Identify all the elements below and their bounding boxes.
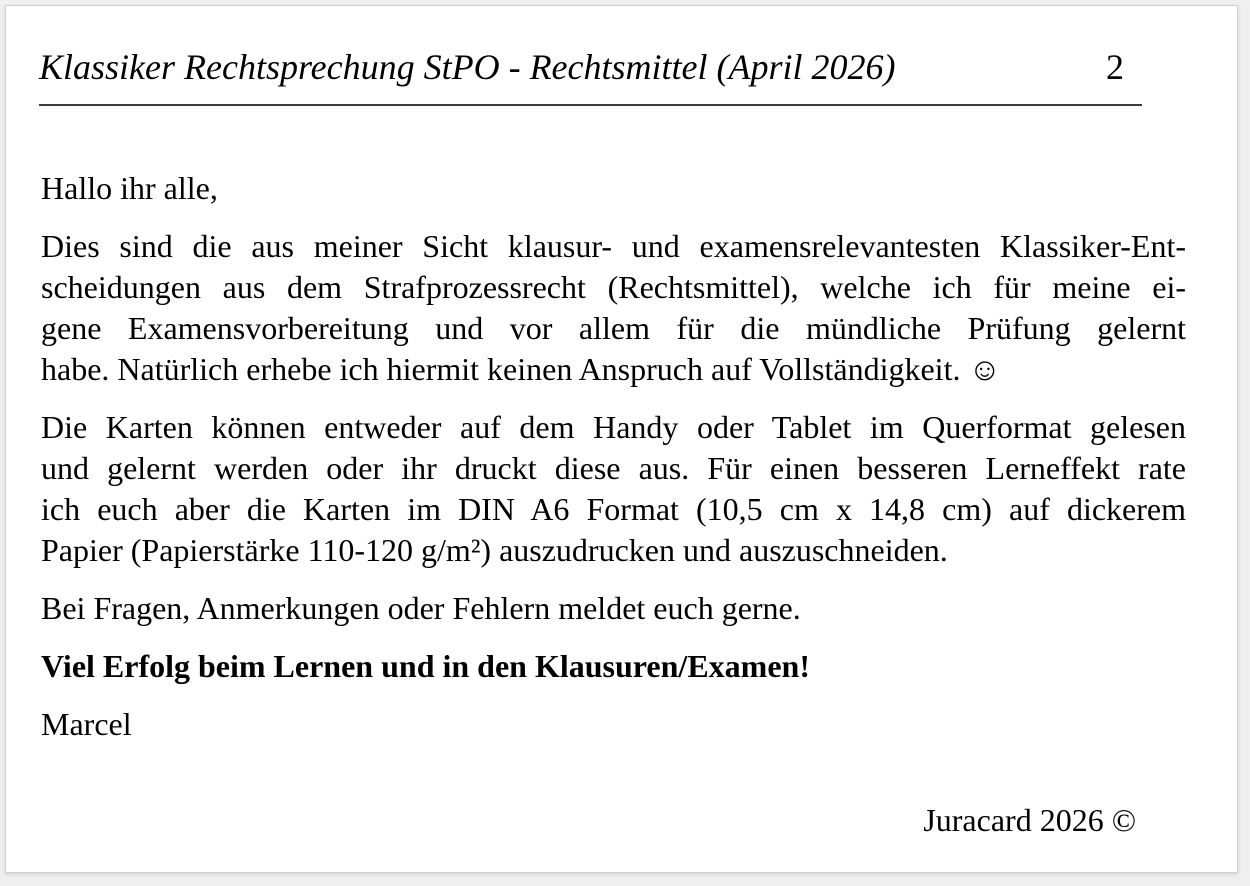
- header-rule: [39, 104, 1142, 106]
- paragraph-greeting: [41, 168, 1186, 209]
- header-title: Klassiker Rechtsprechung StPO - Rechtsmittel (April 2026): [39, 47, 896, 87]
- text-line: scheidungen aus dem Strafprozessrecht (Rechtsmittel), welche ich für meine ei-: [41, 269, 1186, 305]
- text-line: und gelernt werden oder ihr druckt diese aus. Für einen besseren Lerneffekt rate: [41, 450, 1186, 486]
- paragraph-intro: [41, 226, 1186, 390]
- paragraph-contact: [41, 588, 1186, 629]
- page-number: 2: [1106, 47, 1124, 87]
- paragraph-usage-advice: [41, 407, 1186, 571]
- text-line: habe. Natürlich erhebe ich hiermit keinen Anspruch auf Vollständigkeit. ☺: [41, 351, 1002, 387]
- text-line: gene Examensvorbereitung und vor allem für die mündliche Prüfung gelernt: [41, 310, 1186, 346]
- text-line: Die Karten können entweder auf dem Handy oder Tablet im Querformat gelesen: [41, 409, 1186, 445]
- paragraph-signature: [41, 704, 1186, 745]
- page-header: [39, 47, 1144, 87]
- text-line: ich euch aber die Karten im DIN A6 Format (10,5 cm x 14,8 cm) auf dickerem: [41, 491, 1186, 527]
- text-line: Marcel: [41, 706, 132, 742]
- text-line: Dies sind die aus meiner Sicht klausur- und examensrelevantesten Klassiker-Ent-: [41, 228, 1186, 264]
- text-line: Papier (Papierstärke 110-120 g/m²) auszudrucken und auszuschneiden.: [41, 532, 948, 568]
- paragraph-good-luck: [41, 646, 1186, 687]
- text-line: Viel Erfolg beim Lernen und in den Klausuren/Examen!: [41, 648, 810, 684]
- document-page: [5, 5, 1238, 873]
- text-line: Bei Fragen, Anmerkungen oder Fehlern meldet euch gerne.: [41, 590, 801, 626]
- footer-credit: Juracard 2026 ©: [923, 802, 1136, 838]
- text-line: Hallo ihr alle,: [41, 170, 218, 206]
- document-body: [41, 168, 1186, 841]
